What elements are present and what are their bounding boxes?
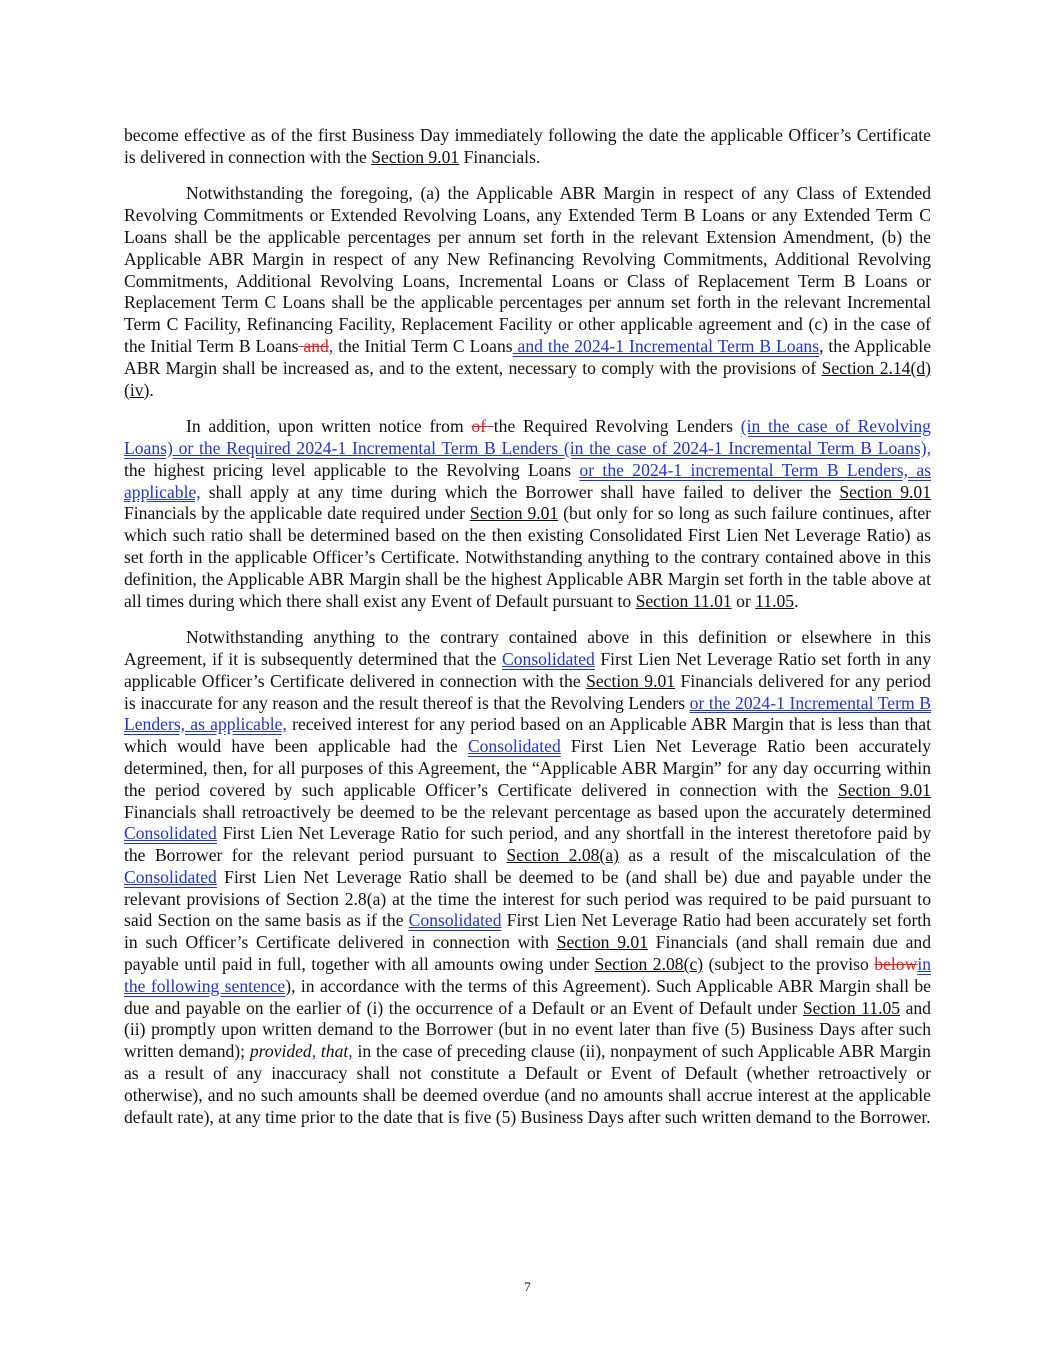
- text: Notwithstanding the foregoing, (a) the Applicable ABR Margin in respect of any Class of Extended Revolving Commitments or Extended Revolving Loans, any Extended Term B Loans or any Extended Term C Loans shall be the applicable percentages per annum set forth in the relevant Extension Amendment, (b) the Applicable ABR Margin in respect of any New Refinancing Revolving Commitments, Additional Revolving Commitments, Additional Revolving Loans, Incremental Loans or Class of Replacement Term B Loans or Replacement Term C Loans shall be the applicable percentages per annum set forth in the relevant Incremental Term C Facility, Refinancing Facility, Replacement Facility or other applicable agreement and (c) in the case of the Initial Term B Loans: [124, 183, 931, 356]
- text: First Lien Net Leverage Ratio set forth in any applicable Officer’s Certificate delivered in connection with the: [124, 648, 931, 691]
- text: Financials.: [459, 146, 541, 167]
- text: as a result of the miscalculation of the: [618, 845, 931, 866]
- inserted-text: ,: [311, 1041, 317, 1062]
- inserted-text: Consolidated: [467, 736, 561, 757]
- text: First Lien Net Leverage Ratio shall be deemed to be (and shall be) due and payable under the relevant provisions of Section 2.8(a) at the time the interest for such period was required to be paid pursuant to said Section on the same basis as if the: [124, 866, 931, 931]
- inserted-text: or the 2024-1 Incremental Term B Lenders, as applicable,: [124, 692, 931, 735]
- section-ref: Section 9.01: [371, 146, 460, 167]
- paragraph-continuation: [124, 125, 931, 169]
- inserted-text: ,: [348, 1041, 353, 1062]
- inserted-text: Consolidated: [124, 866, 217, 887]
- text: or: [731, 590, 756, 611]
- section-ref: Section 2.14(d)(iv): [124, 357, 931, 400]
- document-page: [124, 125, 931, 1143]
- paragraph-subsequently-determined: [124, 627, 931, 1128]
- text: shall apply at any time during which the Borrower shall have failed to deliver the: [200, 481, 840, 502]
- section-ref: 11.05: [755, 590, 795, 611]
- deleted-text: of: [471, 416, 494, 437]
- italic-term: that: [316, 1041, 349, 1062]
- text: (subject to the proviso: [703, 954, 875, 975]
- text: the Initial Term C Loans: [333, 335, 513, 356]
- deleted-text: below: [874, 954, 918, 975]
- paragraph-notwithstanding-foregoing: [124, 183, 931, 401]
- inserted-text: Consolidated: [124, 823, 217, 844]
- text: (but only for so long as such failure continues, after which such ratio shall be determined based on the then existing Consolidated First Lien Net Leverage Ratio) as set forth in the applicable Officer’s Certificate. Notwithstanding anything to the contrary contained above in this definition, the Applicable ABR Margin shall be the highest Applicable ABR Margin set forth in the table above at all times during which there shall exist any Event of Default pursuant to: [124, 503, 931, 611]
- text: Notwithstanding anything to the contrary contained above in this definition or elsewhere in this Agreement, if it is subsequently determined that the: [124, 627, 931, 669]
- text: In addition, upon written notice from: [186, 416, 472, 437]
- section-ref: Section 9.01: [839, 481, 931, 502]
- section-ref: Section 2.08(a): [506, 845, 619, 866]
- text: Financials shall retroactively be deemed to be the relevant percentage as based upon the accurately determined: [124, 801, 931, 822]
- inserted-text: (in the case of Revolving Loans) or the Required 2024-1 Incremental Term B Lenders (in the case of 2024-1 Incremental Term B Loans),: [124, 416, 931, 458]
- inserted-text: Consolidated: [502, 648, 595, 669]
- text: the highest pricing level applicable to the Revolving Loans: [124, 459, 580, 480]
- inserted-text: in the following sentence: [124, 954, 931, 996]
- section-ref: Section 9.01: [469, 503, 559, 524]
- section-ref: Section 9.01: [586, 670, 676, 691]
- text: , the Applicable ABR Margin shall be increased as, and to the extent, necessary to comply with the provisions of: [124, 335, 932, 378]
- text: Financials (and shall remain due and payable until paid in full, together with all amounts owing under: [124, 932, 932, 975]
- text: the Required Revolving Lenders: [493, 416, 741, 437]
- inserted-text: and the 2024-1 Incremental Term B Loans: [512, 335, 820, 356]
- text: and (ii) promptly upon written demand to the Borrower (but in no event later than five (5) Business Days after such written demand);: [124, 997, 931, 1062]
- section-ref: Section 9.01: [837, 779, 931, 800]
- inserted-text: or the 2024-1 incremental Term B Lenders, as applicable,: [124, 459, 931, 502]
- text: Financials by the applicable date required under: [124, 503, 470, 524]
- page-number: 7: [524, 1279, 531, 1294]
- text: ), in accordance with the terms of this Agreement). Such Applicable ABR Margin shall be due and payable on the earlier of (i) the occurrence of a Default or an Event of Default under: [124, 975, 931, 1018]
- text: in the case of preceding clause (ii), nonpayment of such Applicable ABR Margin as a result of any inaccuracy shall not constitute a Default or Event of Default (whether retroactively or otherwise), and no such amounts shall be deemed overdue (and no amounts shall accrue interest at the applicable default rate), at any time prior to the date that is five (5) Business Days after such written demand to the Borrower.: [124, 1041, 931, 1127]
- text: received interest for any period based on an Applicable ABR Margin that is less than that which would have been applicable had the: [124, 714, 931, 757]
- section-ref: Section 11.05: [802, 997, 901, 1018]
- section-ref: Section 9.01: [556, 932, 649, 953]
- text: Financials delivered for any period is inaccurate for any reason and the result thereof is that the Revolving Lenders: [124, 670, 931, 713]
- text: .: [794, 590, 799, 611]
- text: .: [149, 379, 154, 400]
- text: First Lien Net Leverage Ratio had been accurately set forth in such Officer’s Certificate delivered in connection with: [124, 910, 931, 953]
- text: First Lien Net Leverage Ratio been accurately determined, then, for all purposes of this Agreement, the “Applicable ABR Margin” for any day occurring within the period covered by such applicable Officer’s Certificate delivered in connection with the: [124, 736, 931, 800]
- inserted-text: Consolidated: [408, 910, 502, 931]
- text: become effective as of the first Business Day immediately following the date the applicable Officer’s Certificate is delivered in connection with the: [124, 125, 931, 167]
- section-ref: Section 11.01: [635, 590, 732, 611]
- italic-term: provided: [249, 1041, 312, 1062]
- inserted-text: ,: [328, 335, 334, 356]
- deleted-text: and: [298, 335, 329, 356]
- section-ref: Section 2.08(c): [594, 954, 704, 975]
- text: First Lien Net Leverage Ratio for such period, and any shortfall in the interest theretofore paid by the Borrower for the relevant period pursuant to: [124, 823, 931, 866]
- paragraph-in-addition: [124, 416, 931, 612]
